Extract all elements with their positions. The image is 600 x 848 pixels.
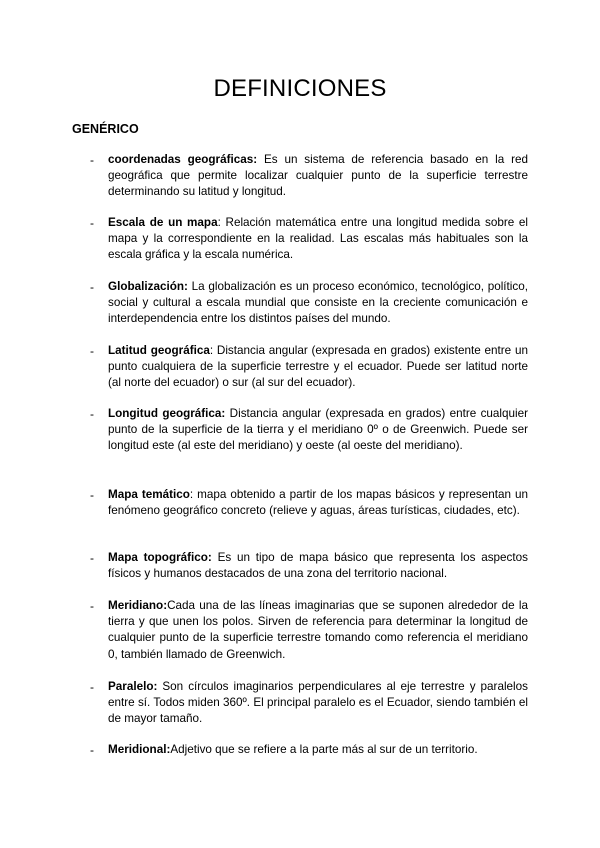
definition-body: : mapa obtenido a partir de los mapas básicos y representan un fenómeno geográfico concreto (relieve y aguas, áreas turísticas, ciudades, etc). (108, 488, 528, 518)
definition-body: : Distancia angular (expresada en grados) existente entre un punto cualquiera de la superficie terrestre y el ecuador. Puede ser latitud norte (al norte del ecuador) o sur (al sur del ecuador). (108, 344, 528, 390)
definition-text (108, 279, 528, 328)
bullet-dash: - (90, 280, 94, 294)
definition-term: Paralelo: (108, 680, 158, 693)
bullet-dash: - (90, 153, 94, 167)
definition-term: Latitud geográfica (108, 344, 210, 357)
definition-term: Meridiano: (108, 599, 168, 612)
definition-text (108, 550, 528, 582)
definition-term: Escala de un mapa (108, 216, 218, 229)
definition-term: coordenadas geográficas: (108, 153, 258, 166)
bullet-dash: - (90, 216, 94, 230)
definition-body: Es un sistema de referencia basado en la red geográfica que permite localizar cualquier punto de la superficie terrestre determinando su latitud y longitud. (108, 153, 529, 199)
definition-term: Longitud geográfica: (108, 407, 226, 420)
page-title: DEFINICIONES (213, 75, 387, 102)
section-heading: GENÉRICO (72, 122, 139, 136)
definition-text (108, 215, 528, 264)
definition-text (108, 343, 528, 392)
definition-text (108, 742, 528, 758)
definition-text (108, 406, 528, 455)
bullet-dash: - (90, 599, 94, 613)
bullet-dash: - (90, 551, 94, 565)
definition-term: Globalización: (108, 280, 188, 293)
definition-term: Mapa topográfico: (108, 551, 212, 564)
bullet-dash: - (90, 344, 94, 358)
definition-text (108, 679, 528, 728)
bullet-dash: - (90, 407, 94, 421)
bullet-dash: - (90, 743, 94, 757)
bullet-dash: - (90, 488, 94, 502)
definition-text (108, 152, 528, 201)
definition-body: Son círculos imaginarios perpendiculares al eje terrestre y paralelos entre sí. Todos miden 360º. El principal paralelo es el Ecuador, siendo también el de mayor tamaño. (108, 680, 528, 726)
definition-term: Mapa temático (108, 488, 190, 501)
definition-body: La globalización es un proceso económico, tecnológico, político, social y cultural a escala mundial que consiste en la creciente comunicación e interdependencia entre los distintos países del mundo. (108, 280, 528, 326)
definition-term: Meridional: (108, 743, 171, 756)
definition-text (108, 487, 528, 519)
definition-body: : Relación matemática entre una longitud medida sobre el mapa y la correspondiente en la realidad. Las escalas más habituales son la escala gráfica y la escala numérica. (108, 216, 528, 262)
definition-body: Es un tipo de mapa básico que representa los aspectos físicos y humanos destacados de una zona del territorio nacional. (108, 551, 528, 581)
definition-body: Distancia angular (expresada en grados) entre cualquier punto de la superficie de la tierra y el meridiano 0º o de Greenwich. Puede ser longitud este (al este del meridiano) y oeste (al oeste del meridiano). (108, 407, 528, 453)
definition-body: Cada una de las líneas imaginarias que se suponen alrededor de la tierra y que unen los polos. Sirven de referencia para determinar la longitud de cualquier punto de la superficie terrestre tomando como referencia el meridiano 0, también llamado de Greenwich. (108, 599, 528, 661)
definition-body: Adjetivo que se refiere a la parte más al sur de un territorio. (170, 743, 478, 756)
definition-text (108, 598, 528, 663)
bullet-dash: - (90, 680, 94, 694)
